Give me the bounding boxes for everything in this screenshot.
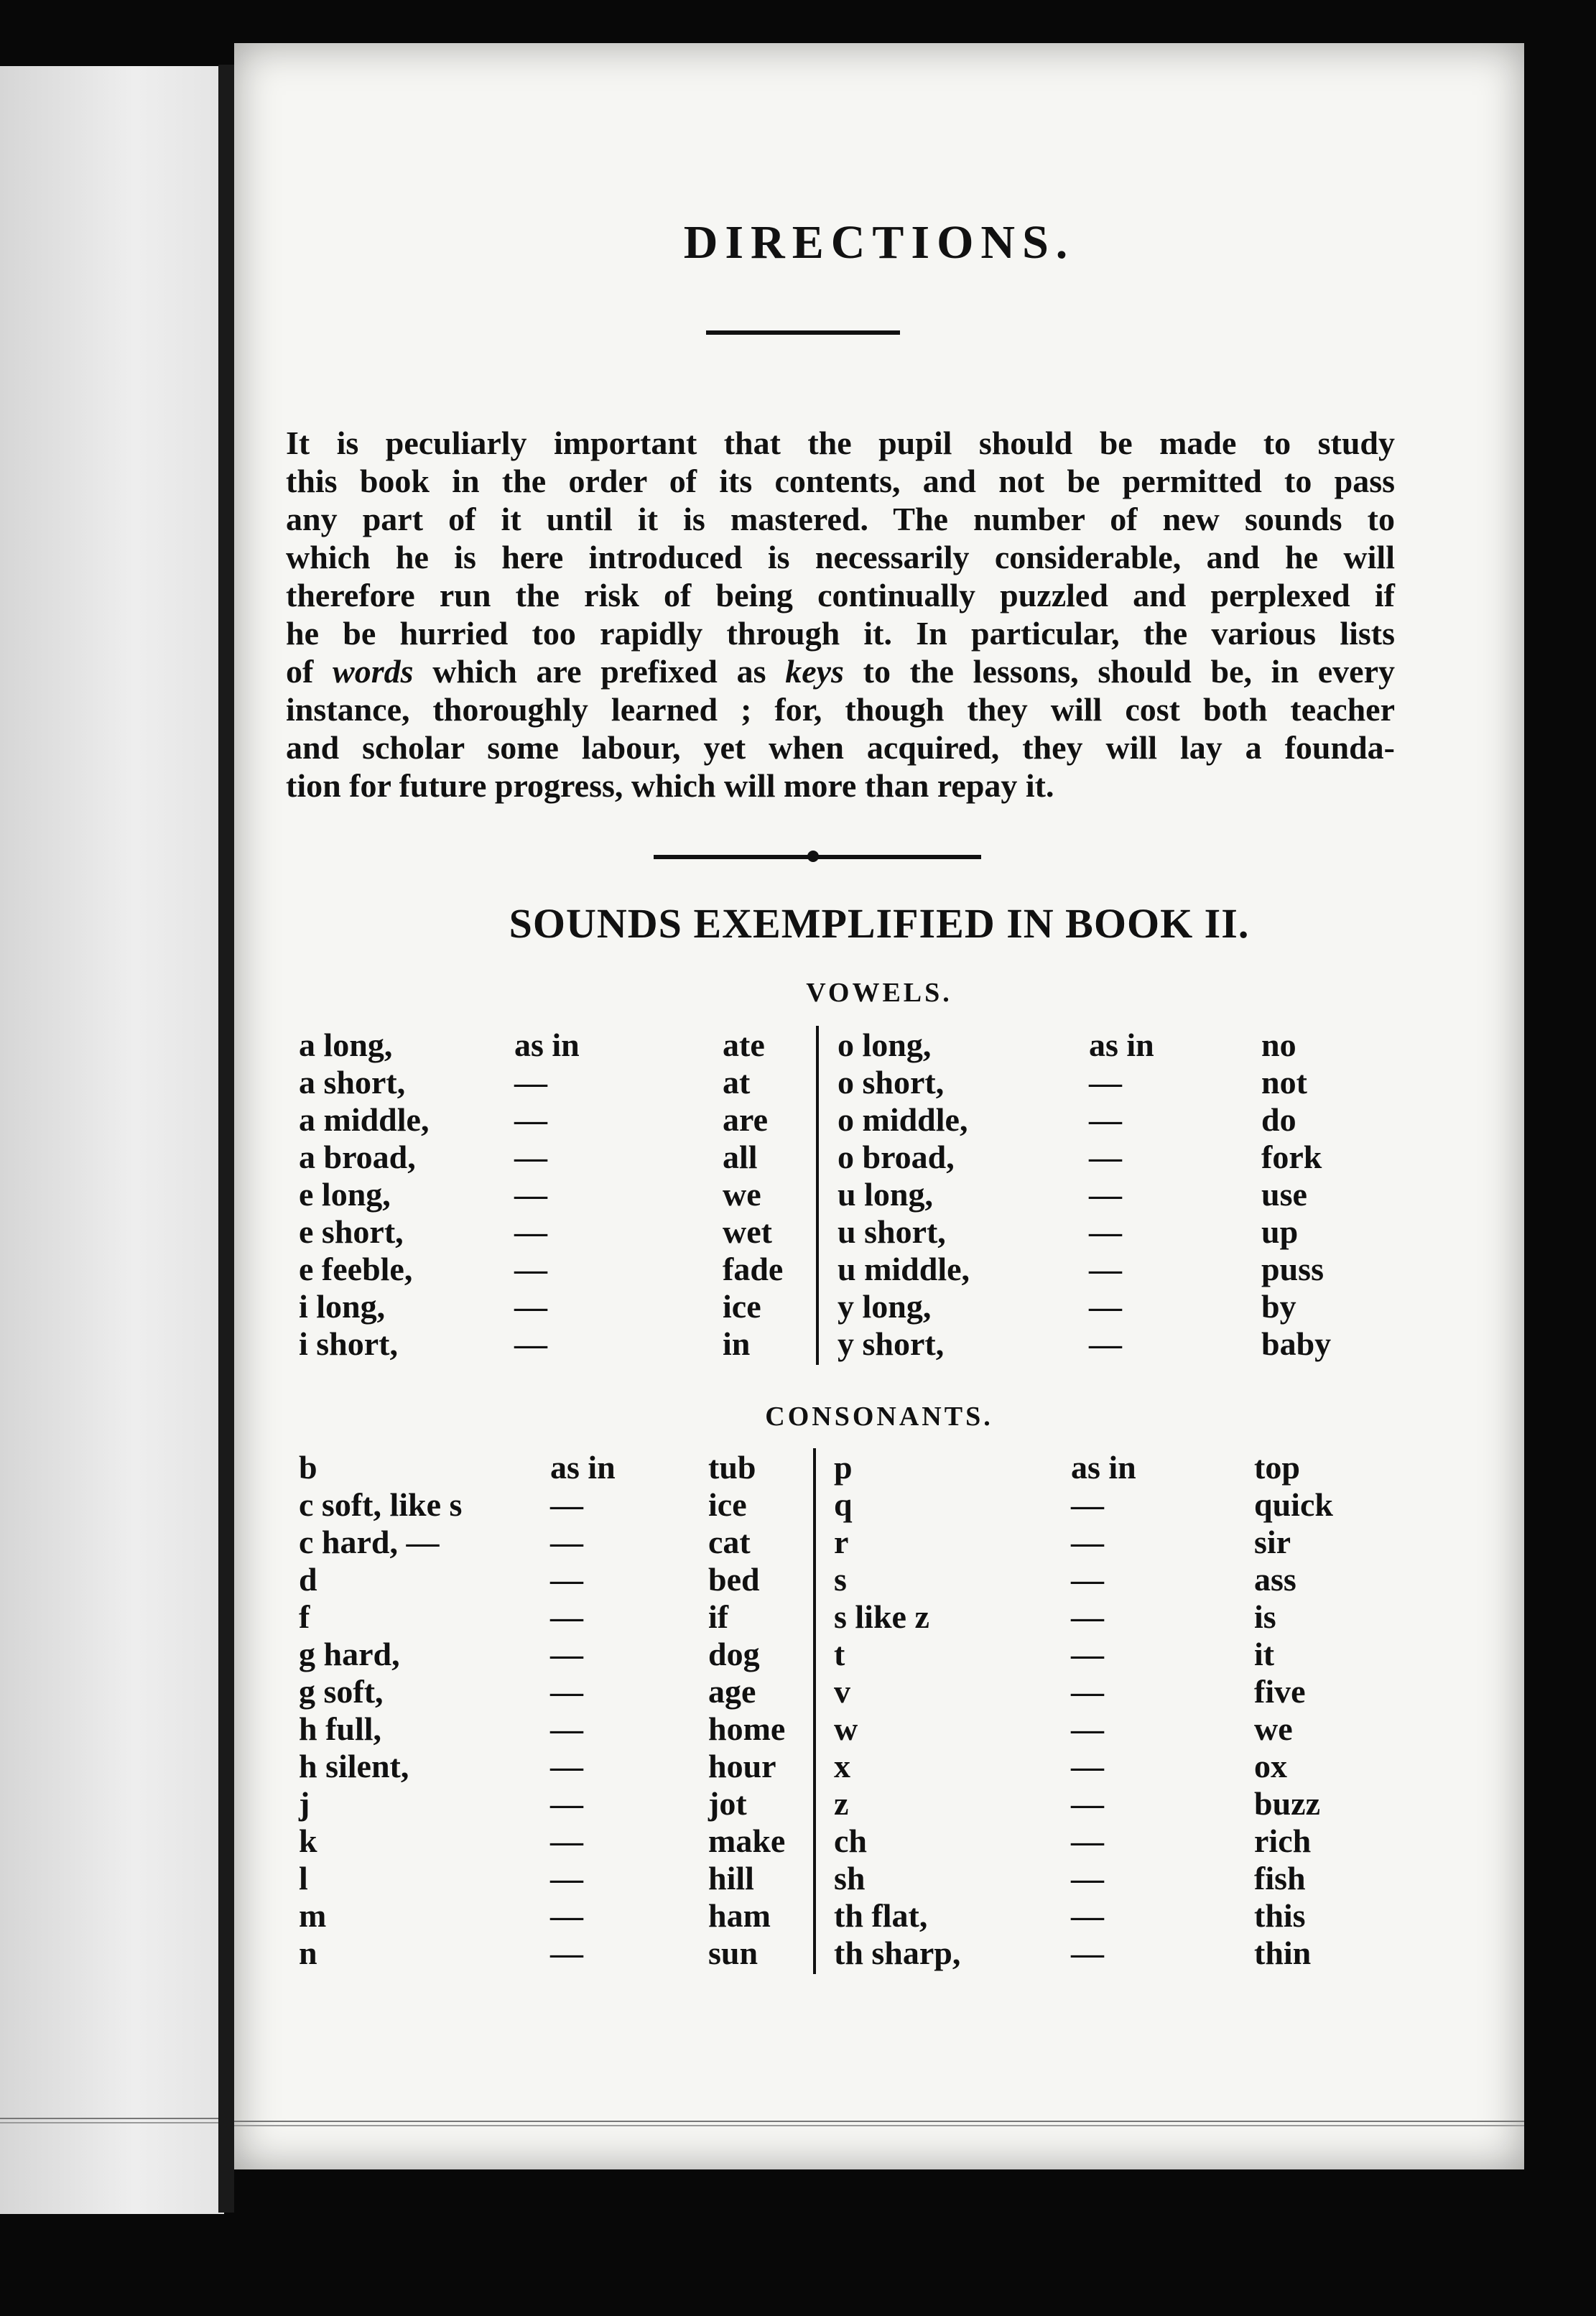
as-in-marker: — — [514, 1139, 547, 1175]
as-in-marker: — — [550, 1561, 583, 1598]
as-in-marker: — — [1071, 1748, 1104, 1784]
text-run: which are prefixed as — [413, 653, 786, 690]
paragraph-line — [286, 462, 1395, 500]
example-word: jot — [708, 1785, 747, 1822]
consonants-row — [299, 1896, 1405, 1934]
example-word: bed — [708, 1561, 760, 1598]
text-run: any part of it until it is mastered. The number of new sounds to — [286, 501, 1395, 537]
as-in-marker: — — [1089, 1213, 1122, 1250]
sound-label: e feeble, — [299, 1251, 413, 1287]
as-in-marker: — — [550, 1748, 583, 1784]
sound-label: j — [299, 1785, 310, 1822]
sound-label: r — [834, 1524, 849, 1560]
example-word: age — [708, 1673, 756, 1710]
paragraph-line — [286, 538, 1395, 576]
consonants-row — [299, 1486, 1405, 1523]
as-in-marker: — — [514, 1213, 547, 1250]
as-in-marker: — — [1071, 1860, 1104, 1896]
page-bottom-rule — [234, 2121, 1524, 2126]
example-word: sun — [708, 1935, 758, 1971]
sound-label: o short, — [838, 1064, 945, 1101]
italic-text: keys — [785, 653, 844, 690]
consonants-row — [299, 1672, 1405, 1710]
example-word: are — [723, 1101, 769, 1138]
example-word: wet — [723, 1213, 772, 1250]
example-word: buzz — [1254, 1785, 1320, 1822]
example-word: hill — [708, 1860, 754, 1896]
facing-page-rule — [0, 2118, 224, 2123]
as-in-marker: — — [1089, 1101, 1122, 1138]
consonants-row — [299, 1598, 1405, 1635]
example-word: sir — [1254, 1524, 1291, 1560]
as-in-marker: — — [514, 1064, 547, 1101]
example-word: fade — [723, 1251, 784, 1287]
example-word: up — [1261, 1213, 1299, 1250]
sound-label: c hard, — — [299, 1524, 440, 1560]
as-in-marker: — — [550, 1598, 583, 1635]
sound-label: a broad, — [299, 1139, 416, 1175]
text-run: to the lessons, should be, in every — [843, 653, 1396, 690]
consonants-row — [299, 1448, 1405, 1486]
as-in-marker: — — [1089, 1325, 1122, 1362]
sound-label: b — [299, 1449, 317, 1486]
text-run: therefore run the risk of being continually puzzled and perplexed if — [286, 577, 1395, 613]
sound-label: e short, — [299, 1213, 404, 1250]
sound-label: i short, — [299, 1325, 398, 1362]
facing-page — [0, 66, 224, 2214]
sound-label: a long, — [299, 1027, 393, 1063]
example-word: quick — [1254, 1486, 1333, 1523]
vowels-row — [299, 1063, 1405, 1101]
example-word: at — [723, 1064, 751, 1101]
sound-label: h full, — [299, 1710, 382, 1747]
sound-label: e long, — [299, 1176, 391, 1213]
book-page — [234, 43, 1524, 2169]
sound-label: w — [834, 1710, 858, 1747]
sound-label: o long, — [838, 1027, 932, 1063]
sound-label: sh — [834, 1860, 866, 1896]
consonants-table — [299, 1448, 1405, 1971]
vowels-row — [299, 1213, 1405, 1250]
sound-label: h silent, — [299, 1748, 409, 1784]
as-in-marker: — — [514, 1101, 547, 1138]
column-divider — [813, 1448, 816, 1974]
sound-label: y short, — [838, 1325, 945, 1362]
example-word: top — [1254, 1449, 1300, 1486]
vowels-row — [299, 1101, 1405, 1138]
column-divider — [816, 1026, 819, 1365]
as-in-marker: — — [550, 1785, 583, 1822]
text-run: he be hurried too rapidly through it. In particular, the various lists — [286, 615, 1395, 652]
text-run: and scholar some labour, yet when acquired, they will lay a founda- — [286, 729, 1395, 766]
example-word: make — [708, 1822, 786, 1859]
as-in-marker: — — [550, 1673, 583, 1710]
sound-label: g soft, — [299, 1673, 384, 1710]
vowels-row — [299, 1250, 1405, 1287]
as-in-marker: — — [1071, 1897, 1104, 1934]
example-word: if — [708, 1598, 729, 1635]
as-in-marker: — — [1089, 1139, 1122, 1175]
vowels-heading: VOWELS. — [806, 978, 952, 1008]
example-word: do — [1261, 1101, 1296, 1138]
vowels-row — [299, 1175, 1405, 1213]
vowels-row — [299, 1138, 1405, 1175]
example-word: ass — [1254, 1561, 1296, 1598]
paragraph-line — [286, 500, 1395, 538]
text-run: instance, thoroughly learned ; for, though they will cost both teacher — [286, 691, 1395, 728]
sound-label: c soft, like s — [299, 1486, 463, 1523]
example-word: use — [1261, 1176, 1307, 1213]
text-run: this book in the order of its contents, and not be permitted to pass — [286, 463, 1395, 499]
example-word: it — [1254, 1636, 1275, 1672]
vowels-row — [299, 1026, 1405, 1063]
sound-label: n — [299, 1935, 317, 1971]
as-in-marker: — — [1089, 1064, 1122, 1101]
text-run: tion for future progress, which will more than repay it. — [286, 767, 1054, 804]
sound-label: x — [834, 1748, 850, 1784]
sound-label: u long, — [838, 1176, 933, 1213]
example-word: fork — [1261, 1139, 1322, 1175]
sound-label: s like z — [834, 1598, 929, 1635]
page-title: DIRECTIONS. — [683, 216, 1075, 269]
sound-label: u middle, — [838, 1251, 970, 1287]
sound-label: k — [299, 1822, 317, 1859]
paragraph-line — [286, 424, 1395, 462]
text-run: It is peculiarly important that the pupil should be made to study — [286, 425, 1395, 461]
book-spine — [218, 65, 234, 2213]
sound-label: a short, — [299, 1064, 406, 1101]
example-word: this — [1254, 1897, 1306, 1934]
example-word: puss — [1261, 1251, 1324, 1287]
sound-label: i long, — [299, 1288, 386, 1325]
example-word: we — [1254, 1710, 1293, 1747]
sound-label: y long, — [838, 1288, 932, 1325]
sound-label: a middle, — [299, 1101, 430, 1138]
as-in-marker: — — [550, 1935, 583, 1971]
as-in-marker: as in — [1071, 1449, 1136, 1486]
as-in-marker: — — [514, 1251, 547, 1287]
consonants-row — [299, 1523, 1405, 1560]
example-word: home — [708, 1710, 786, 1747]
example-word: dog — [708, 1636, 760, 1672]
paragraph-line — [286, 652, 1395, 690]
example-word: five — [1254, 1673, 1306, 1710]
consonants-row — [299, 1934, 1405, 1971]
text-run: which he is here introduced is necessarily considerable, and he will — [286, 539, 1395, 575]
as-in-marker: — — [1071, 1636, 1104, 1672]
sound-label: f — [299, 1598, 310, 1635]
as-in-marker: — — [1071, 1673, 1104, 1710]
as-in-marker: — — [1089, 1288, 1122, 1325]
as-in-marker: — — [550, 1486, 583, 1523]
paragraph-line — [286, 576, 1395, 614]
as-in-marker: — — [1071, 1710, 1104, 1747]
example-word: tub — [708, 1449, 756, 1486]
sound-label: l — [299, 1860, 308, 1896]
example-word: ham — [708, 1897, 771, 1934]
as-in-marker: — — [514, 1325, 547, 1362]
consonants-row — [299, 1635, 1405, 1672]
paragraph-line — [286, 728, 1395, 766]
sound-label: d — [299, 1561, 317, 1598]
example-word: not — [1261, 1064, 1307, 1101]
sound-label: g hard, — [299, 1636, 400, 1672]
example-word: ox — [1254, 1748, 1287, 1784]
example-word: in — [723, 1325, 751, 1362]
as-in-marker: — — [1071, 1524, 1104, 1560]
sound-label: u short, — [838, 1213, 946, 1250]
as-in-marker: — — [550, 1636, 583, 1672]
as-in-marker: — — [550, 1860, 583, 1896]
title-rule — [706, 330, 900, 335]
sound-label: m — [299, 1897, 327, 1934]
example-word: hour — [708, 1748, 776, 1784]
sound-label: z — [834, 1785, 849, 1822]
sound-label: t — [834, 1636, 845, 1672]
example-word: fish — [1254, 1860, 1306, 1896]
as-in-marker: as in — [550, 1449, 616, 1486]
example-word: thin — [1254, 1935, 1312, 1971]
as-in-marker: as in — [514, 1027, 580, 1063]
ornamental-rule — [654, 855, 981, 859]
sound-label: p — [834, 1449, 853, 1486]
consonants-row — [299, 1747, 1405, 1784]
section-heading: SOUNDS EXEMPLIFIED IN BOOK II. — [509, 900, 1250, 947]
as-in-marker: — — [1071, 1486, 1104, 1523]
paragraph-line — [286, 766, 1395, 805]
example-word: no — [1261, 1027, 1296, 1063]
example-word: ice — [723, 1288, 761, 1325]
as-in-marker: — — [550, 1822, 583, 1859]
as-in-marker: — — [1071, 1785, 1104, 1822]
italic-text: words — [333, 653, 414, 690]
sound-label: o middle, — [838, 1101, 968, 1138]
example-word: ice — [708, 1486, 747, 1523]
as-in-marker: — — [1071, 1561, 1104, 1598]
example-word: we — [723, 1176, 761, 1213]
consonants-heading: CONSONANTS. — [765, 1402, 993, 1432]
as-in-marker: — — [1071, 1822, 1104, 1859]
as-in-marker: — — [550, 1710, 583, 1747]
example-word: is — [1254, 1598, 1276, 1635]
sound-label: th flat, — [834, 1897, 928, 1934]
as-in-marker: — — [1089, 1176, 1122, 1213]
as-in-marker: — — [550, 1524, 583, 1560]
sound-label: v — [834, 1673, 850, 1710]
sound-label: q — [834, 1486, 853, 1523]
vowels-table — [299, 1026, 1405, 1362]
paragraph-line — [286, 690, 1395, 728]
directions-paragraph — [286, 424, 1395, 805]
sound-label: th sharp, — [834, 1935, 961, 1971]
vowels-row — [299, 1325, 1405, 1362]
sound-label: ch — [834, 1822, 867, 1859]
as-in-marker: as in — [1089, 1027, 1154, 1063]
sound-label: o broad, — [838, 1139, 955, 1175]
consonants-row — [299, 1560, 1405, 1598]
consonants-row — [299, 1859, 1405, 1896]
sound-label: s — [834, 1561, 847, 1598]
vowels-row — [299, 1287, 1405, 1325]
example-word: rich — [1254, 1822, 1312, 1859]
example-word: cat — [708, 1524, 751, 1560]
consonants-row — [299, 1822, 1405, 1859]
consonants-row — [299, 1710, 1405, 1747]
example-word: by — [1261, 1288, 1296, 1325]
example-word: all — [723, 1139, 758, 1175]
rule-ornament — [807, 851, 819, 862]
as-in-marker: — — [1071, 1598, 1104, 1635]
as-in-marker: — — [514, 1288, 547, 1325]
example-word: baby — [1261, 1325, 1332, 1362]
example-word: ate — [723, 1027, 765, 1063]
as-in-marker: — — [550, 1897, 583, 1934]
as-in-marker: — — [1089, 1251, 1122, 1287]
text-run: of — [286, 653, 333, 690]
as-in-marker: — — [1071, 1935, 1104, 1971]
as-in-marker: — — [514, 1176, 547, 1213]
paragraph-line — [286, 614, 1395, 652]
consonants-row — [299, 1784, 1405, 1822]
